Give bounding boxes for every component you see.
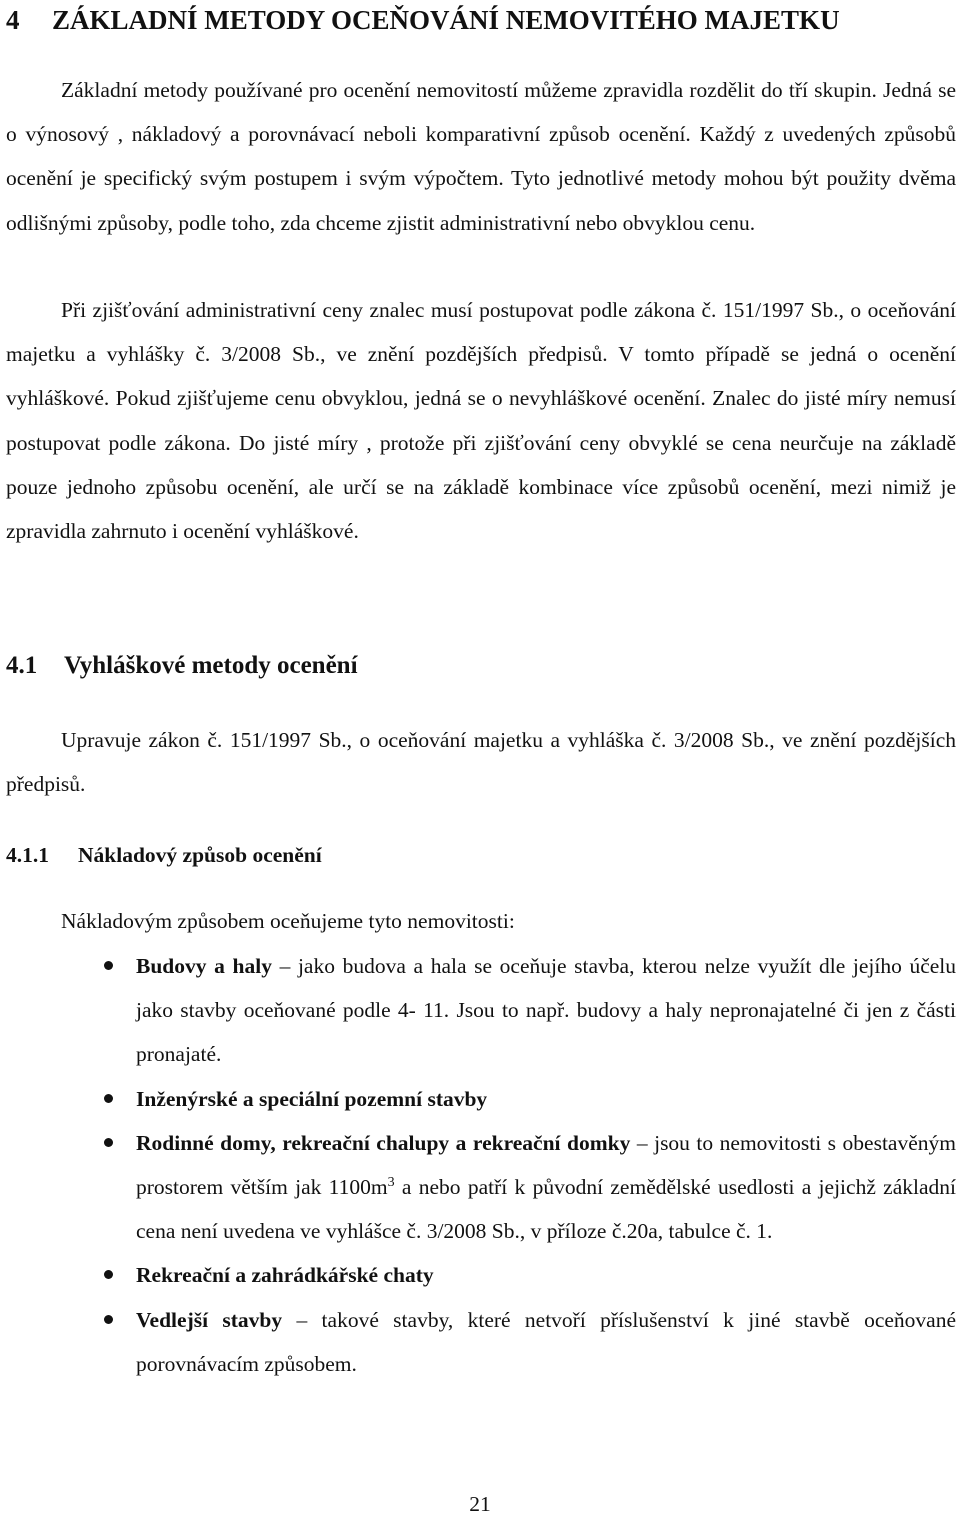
list-item [6, 944, 956, 1077]
list-item [6, 1077, 956, 1121]
list-item [6, 1121, 956, 1254]
list-item-description-continued: a nebo patří k původní zemědělské usedlosti a jejichž základní cena není uvedena ve vyhlášce č. 3/2008 Sb., v příloze č.20a, tabulce č. 1. [136, 1175, 956, 1244]
bullet-icon [104, 1138, 113, 1147]
property-type-list [6, 944, 956, 1386]
list-item [6, 1298, 956, 1386]
superscript-exponent: 3 [387, 1175, 395, 1191]
section-number: 4.1 [6, 652, 38, 679]
bullet-icon [104, 1094, 113, 1103]
list-intro-paragraph: Nákladovým způsobem oceňujeme tyto nemovitosti: [61, 909, 515, 933]
subsection-heading [6, 835, 322, 875]
list-item-term: Vedlejší stavby [136, 1307, 283, 1332]
subsection-title: Nákladový způsob ocenění [78, 843, 322, 867]
list-item-description: – jsou to nemovitosti s obestavěným prostorem větším jak 1100m [136, 1130, 956, 1200]
chapter-heading [6, 0, 956, 40]
section-heading [6, 646, 358, 686]
list-item-description: – takové stavby, které netvoří příslušenství k jiné stavbě oceňované porovnávacím způsobem. [136, 1307, 956, 1376]
list-item-term: Rodinné domy, rekreační chalupy a rekreační domky [136, 1130, 631, 1155]
bullet-icon [104, 961, 113, 970]
administrative-price-paragraph: Při zjišťování administrativní ceny znalec musí postupovat podle zákona č. 151/1997 Sb., o oceňování majetku a vyhlášky č. 3/2008 Sb., ve znění pozdějších předpisů. V tomto případě se jedná o ocenění vyhláškové. Pokud zjišťujeme cenu obvyklou, jedná se o nevyhláškové ocenění. Znalec do jisté míry nemusí postupovat podle zákona. Do jisté míry , protože při zjišťování ceny obvyklé se cena neurčuje na základě pouze jednoho způsobu ocenění, ale určí se na základě kombinace více způsobů ocenění, mezi nimiž je zpravidla zahrnuto i ocenění vyhláškové. [6, 298, 956, 544]
bullet-icon [104, 1315, 113, 1324]
legal-basis-paragraph: Upravuje zákon č. 151/1997 Sb., o oceňování majetku a vyhláška č. 3/2008 Sb., ve znění pozdějších předpisů. [6, 728, 956, 797]
list-item-description: – jako budova a hala se oceňuje stavba, kterou nelze využít dle jejího účelu jako stavby oceňované podle 4- 11. Jsou to např. budovy a haly nepronajatelné či jen z části pronajaté. [136, 954, 957, 1067]
chapter-number: 4 [6, 5, 20, 35]
page-number: 21 [469, 1492, 491, 1516]
list-item-term: Inženýrské a speciální pozemní stavby [136, 1086, 488, 1111]
list-item-term: Budovy a haly [136, 954, 272, 978]
chapter-title: ZÁKLADNÍ METODY OCEŇOVÁNÍ NEMOVITÉHO MAJETKU [52, 5, 840, 35]
intro-paragraph: Základní metody používané pro ocenění nemovitostí můžeme zpravidla rozdělit do tří skupin. Jedná se o výnosový , nákladový a porovnávací neboli komparativní způsob ocenění. Každý z uvedených způsobů ocenění je specifický svým postupem i svým výpočtem. Tyto jednotlivé metody mohou být použity dvěma odlišnými způsoby, podle toho, zda chceme zjistit administrativní nebo obvyklou cenu. [6, 78, 956, 235]
list-item-term: Rekreační a zahrádkářské chaty [136, 1263, 434, 1288]
section-title: Vyhláškové metody ocenění [64, 652, 358, 679]
bullet-icon [104, 1270, 113, 1279]
list-item [6, 1253, 956, 1297]
subsection-number: 4.1.1 [6, 843, 49, 867]
